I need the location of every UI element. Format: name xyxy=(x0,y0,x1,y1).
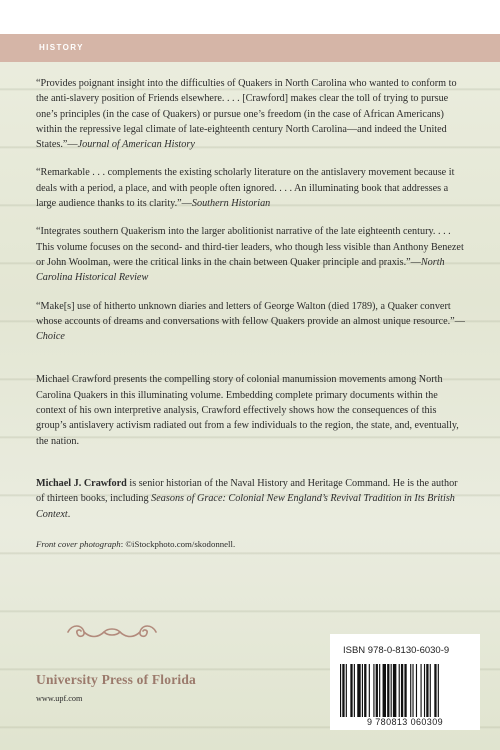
quote-source: North Carolina Historical Review xyxy=(36,256,445,284)
barcode-icon xyxy=(338,664,472,717)
quote-source: Journal of American History xyxy=(77,139,195,151)
review-quote xyxy=(36,299,466,345)
publisher-name: University Press of Florida xyxy=(36,672,197,687)
bio-text: is senior historian of the Naval History and Heritage Command. He is the author of thirteen books, including xyxy=(36,477,458,505)
isbn-barcode-box xyxy=(330,634,480,730)
isbn-label: ISBN 978-0-8130-6030-9 xyxy=(343,645,450,656)
cover-credit-value: : ©iStockphoto.com/skodonnell. xyxy=(120,538,236,549)
quote-text: “Make[s] use of hitherto unknown diaries and letters of George Walton (died 1789), a Quaker convert whose accounts of dreams and conversations with fellow Quakers provide an almost unique resource.”— xyxy=(36,300,465,327)
bio-book-title: Seasons of Grace: Colonial New England’s Revival Tradition in Its British Context xyxy=(36,493,455,520)
author-bio xyxy=(36,476,466,522)
quote-text: “Integrates southern Quakerism into the larger abolitionist narrative of the late eighteenth century. . . . This volume focuses on the second- and third-tier leaders, who though less visible than Anthony Benezet or John Woolman, were the critical links in the chain between Quaker principle and praxis.”— xyxy=(36,226,464,268)
book-description: Michael Crawford presents the compelling story of colonial manumission movements among North Carolina Quakers in this illuminating volume. Embedding complete primary documents within the context of his own interpretive analysis, Crawford effectively shows how the consequences of this group’s antislavery activism radiated out from a few individuals to the region, the state, and, eventually, the nation. xyxy=(36,374,459,447)
review-quote xyxy=(36,165,466,211)
publisher-url[interactable]: www.upf.com xyxy=(36,694,83,703)
main-text xyxy=(36,76,466,549)
cover-credit-label: Front cover photograph xyxy=(36,538,121,549)
author-name: Michael J. Crawford xyxy=(36,477,127,489)
quote-source: Southern Historian xyxy=(191,198,271,210)
quote-text: “Remarkable . . . complements the existing scholarly literature on the antislavery movement because it deals with a period, a place, and with people often ignored. . . . An illuminating book that addresses a large audience thanks to its clarity.”— xyxy=(36,167,455,210)
bio-text-end: . xyxy=(67,508,71,520)
top-margin xyxy=(0,0,500,34)
category-label: HISTORY xyxy=(39,43,84,52)
quote-source: Choice xyxy=(36,331,65,343)
cover-credit xyxy=(36,539,466,549)
quote-text: “Provides poignant insight into the difficulties of Quakers in North Carolina who wanted to conform to the anti-slavery position of Friends elsewhere. . . . [Crawford] makes clear the toll of trying to pursue one’s principles (in the case of Quakers) or pursue one’s freedom (in the case of African Americans) within the repressive legal climate of late-eighteenth century North Carolina—and indeed the United States.”— xyxy=(36,78,457,151)
swirl-ornament-icon xyxy=(64,622,160,642)
review-quote xyxy=(36,224,466,285)
barcode-digits: 9 780813 060309 xyxy=(366,717,444,727)
review-quote xyxy=(36,76,466,152)
